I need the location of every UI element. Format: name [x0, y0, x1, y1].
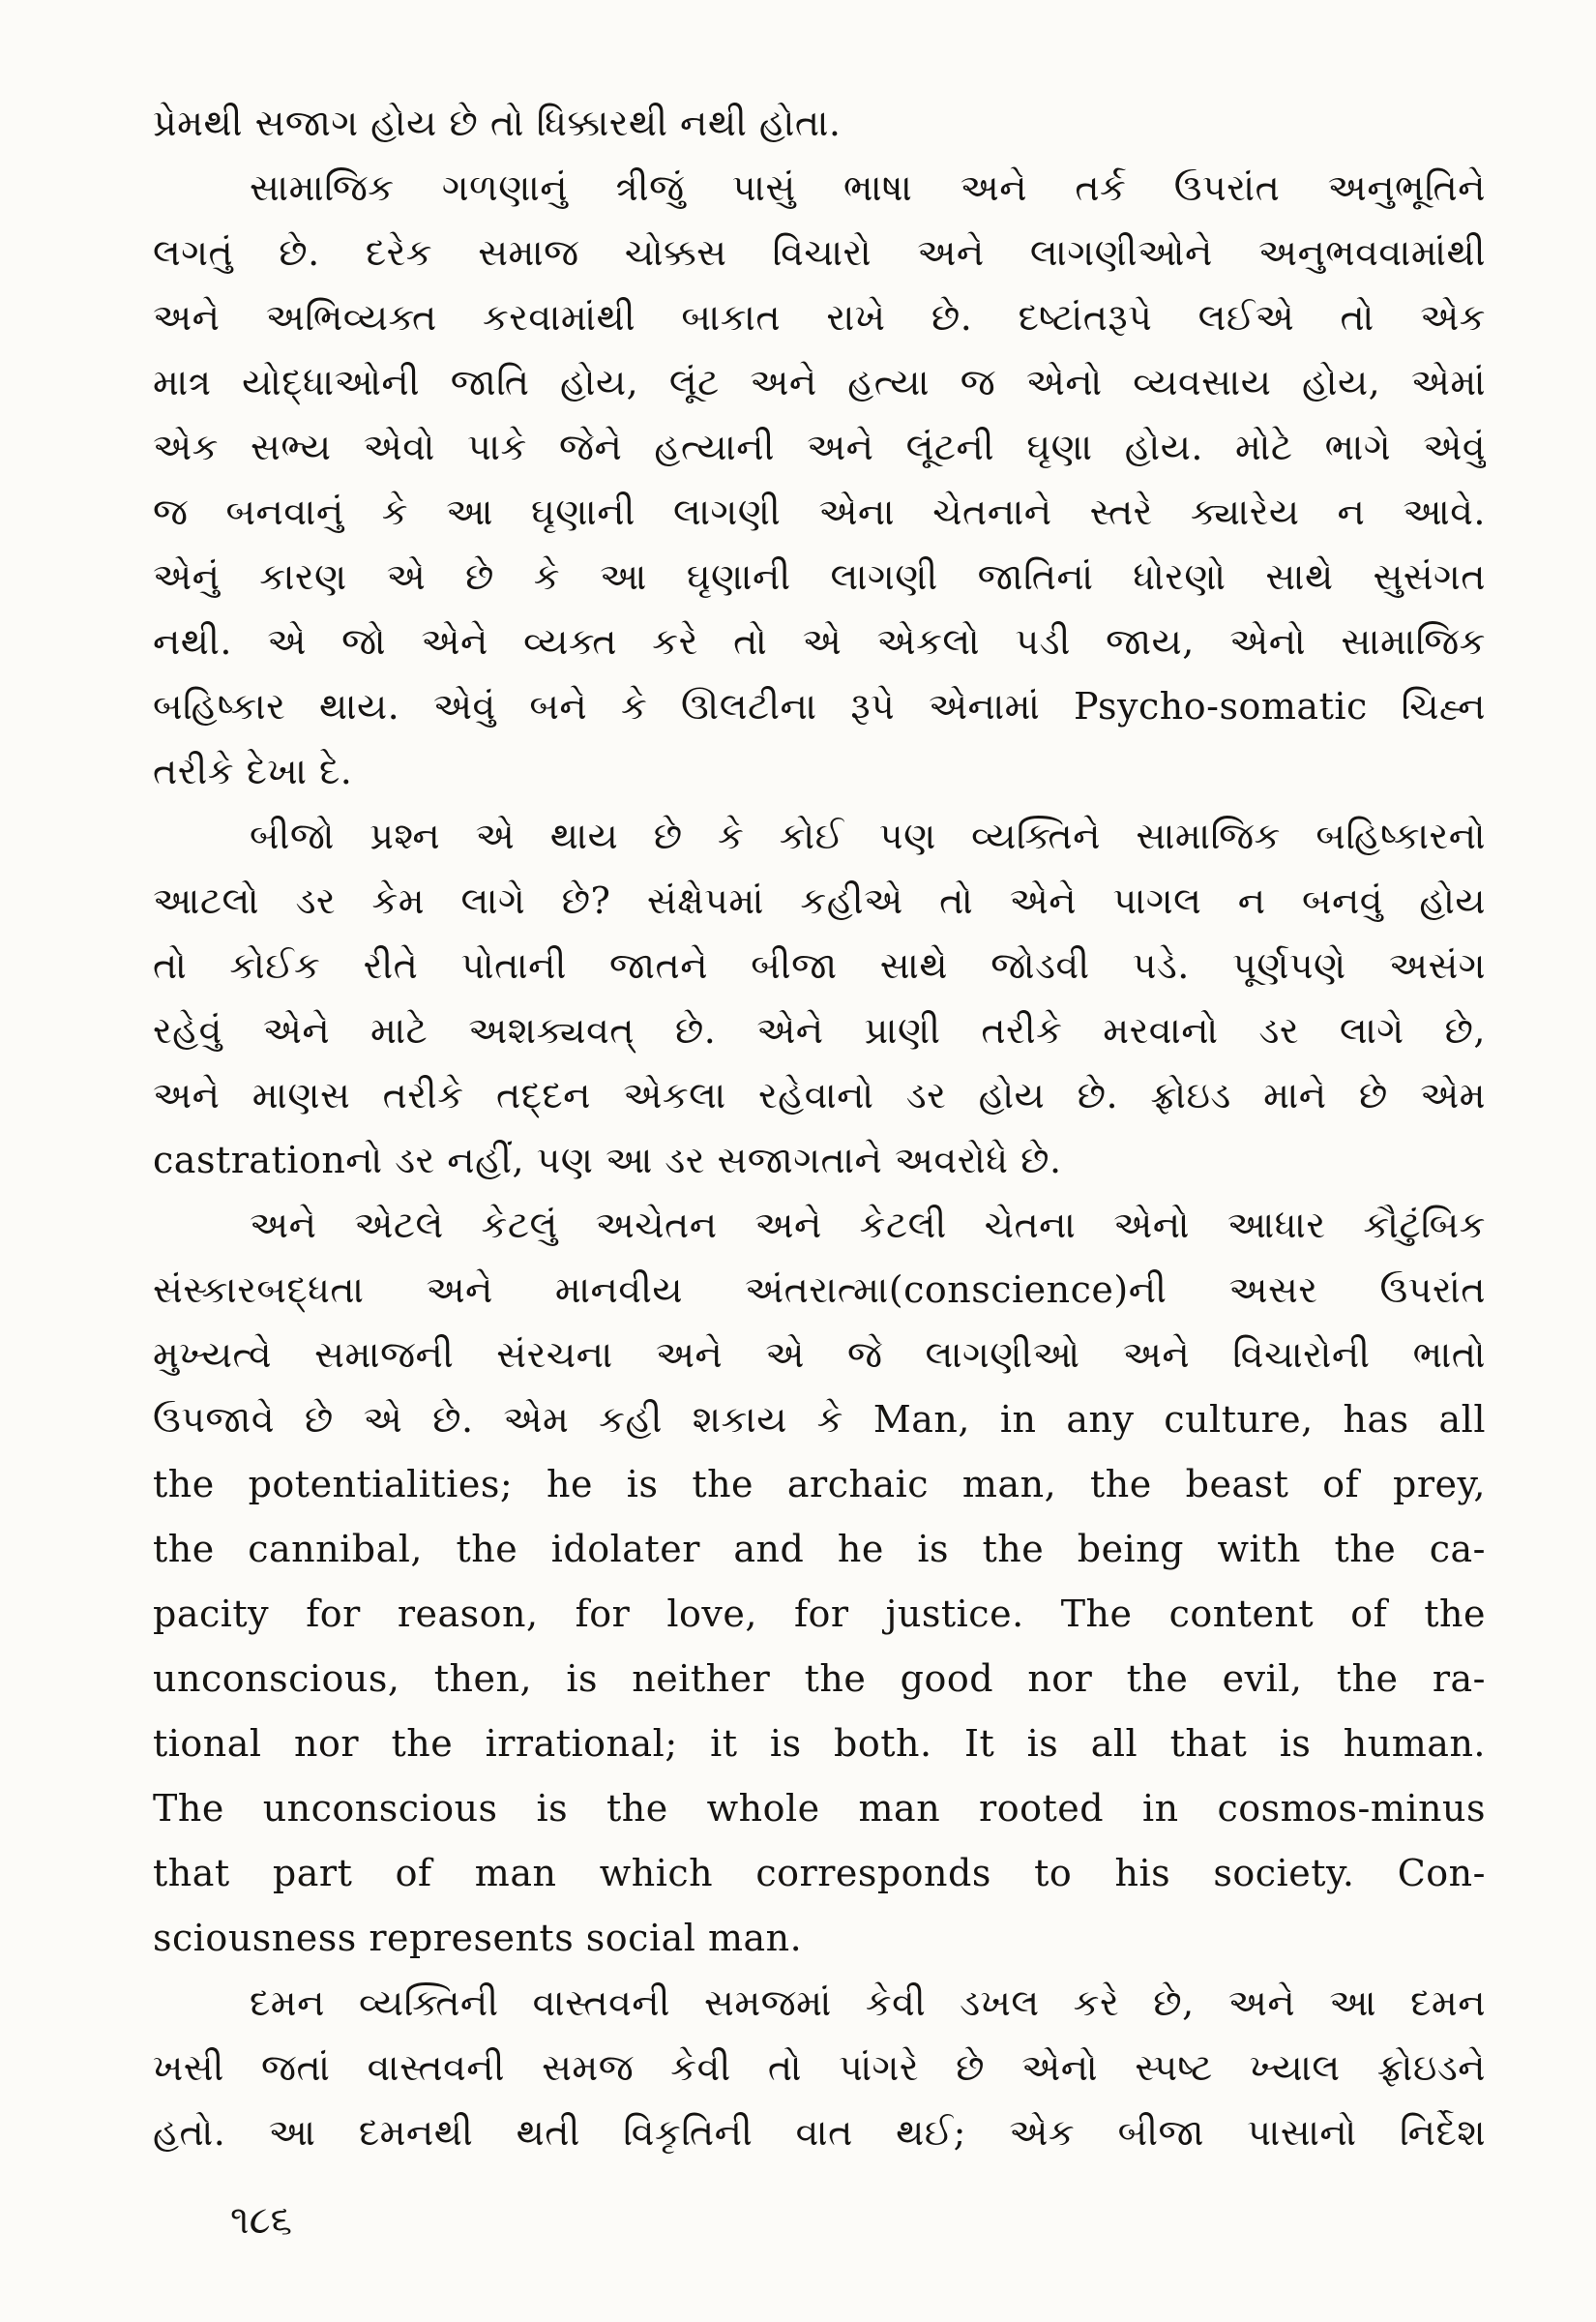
text-line: that part of man which corresponds to his society. Con-: [153, 1852, 1486, 1894]
text-line: The unconscious is the whole man rooted in cosmos-minus: [153, 1787, 1486, 1830]
text-line: તરીકે દેખા દે.: [153, 750, 353, 792]
text-line: એક સભ્ય એવો પાકે જેને હત્યાની અને લૂંટની ઘૃણા હોય. મોટે ભાગે એવું: [153, 426, 1486, 468]
text-line: હતો. આ દમનથી થતી વિકૃતિની વાત થઈ; એક બીજા પાસાનો નિર્દેશ: [153, 2111, 1486, 2154]
text-line: અને એટલે કેટલું અચેતન અને કેટલી ચેતના એનો આધાર કૌટુંબિક: [250, 1204, 1486, 1246]
text-line: the cannibal, the idolater and he is the being with the ca-: [153, 1528, 1486, 1570]
text-line: pacity for reason, for love, for justice. The content of the: [153, 1593, 1486, 1635]
text-line: મુખ્યત્વે સમાજની સંરચના અને એ જે લાગણીઓ અને વિચારોની ભાતો: [153, 1333, 1486, 1376]
text-line: unconscious, then, is neither the good nor the evil, the ra-: [153, 1657, 1486, 1700]
text-line: ખસી જતાં વાસ્તવની સમજ કેવી તો પાંગરે છે એનો સ્પષ્ટ ખ્યાલ ફ્રોઇડને: [153, 2046, 1486, 2089]
page-text: [153, 91, 1486, 2165]
text-line: અને માણસ તરીકે તદ્દન એકલા રહેવાનો ડર હોય છે. ફ્રોઇડ માને છે એમ: [153, 1074, 1486, 1116]
text-line: રહેવું એને માટે અશક્યવત્ છે. એને પ્રાણી તરીકે મરવાનો ડર લાગે છે,: [153, 1009, 1486, 1052]
text-line: બહિષ્કાર થાય. એવું બને કે ઊલટીના રૂપે એનામાં Psycho-somatic ચિહ્ન: [153, 685, 1486, 728]
text-line: બીજો પ્રશ્ન એ થાય છે કે કોઈ પણ વ્યક્તિને સામાજિક બહિષ્કારનો: [250, 815, 1486, 857]
text-line: અને અભિવ્યક્ત કરવામાંથી બાકાત રાખે છે. દષ્ટાંતરૂપે લઈએ તો એક: [153, 296, 1486, 339]
text-line: castrationનો ડર નહીં, પણ આ ડર સજાગતાને અવરોધે છે.: [153, 1139, 1062, 1181]
text-line: સંસ્કારબદ્ધતા અને માનવીય અંતરાત્મા(conscience)ની અસર ઉપરાંત: [153, 1268, 1486, 1311]
text-line: નથી. એ જો એને વ્યક્ત કરે તો એ એકલો પડી જાય, એનો સામાજિક: [153, 620, 1486, 663]
text-line: એનું કારણ એ છે કે આ ઘૃણાની લાગણી જાતિનાં ધોરણો સાથે સુસંગત: [153, 555, 1486, 598]
text-line: તો કોઈક રીતે પોતાની જાતને બીજા સાથે જોડવી પડે. પૂર્ણપણે અસંગ: [153, 944, 1486, 987]
page-number: ૧૮૬: [230, 2198, 292, 2243]
text-line: જ બનવાનું કે આ ઘૃણાની લાગણી એના ચેતનાને સ્તરે ક્યારેય ન આવે.: [153, 491, 1486, 533]
text-line: આટલો ડર કેમ લાગે છે? સંક્ષેપમાં કહીએ તો એને પાગલ ન બનવું હોય: [153, 879, 1486, 922]
text-line: સામાજિક ગળણાનું ત્રીજું પાસું ભાષા અને તર્ક ઉપરાંત અનુભૂતિને: [250, 166, 1486, 209]
text-line: sciousness represents social man.: [153, 1917, 803, 1959]
text-line: પ્રેમથી સજાગ હોય છે તો ધિક્કારથી નથી હોતા.: [153, 102, 842, 144]
text-line: દમન વ્યક્તિની વાસ્તવની સમજમાં કેવી ડખલ કરે છે, અને આ દમન: [250, 1981, 1486, 2024]
text-line: લગતું છે. દરેક સમાજ ચોક્કસ વિચારો અને લાગણીઓને અનુભવવામાંથી: [153, 231, 1486, 274]
text-line: ઉપજાવે છે એ છે. એમ કહી શકાય કે Man, in any culture, has all: [153, 1398, 1486, 1441]
text-line: tional nor the irrational; it is both. It is all that is human.: [153, 1722, 1486, 1765]
text-line: the potentialities; he is the archaic man, the beast of prey,: [153, 1463, 1486, 1505]
text-line: માત્ર યોદ્ધાઓની જાતિ હોય, લૂંટ અને હત્યા જ એનો વ્યવસાય હોય, એમાં: [153, 361, 1486, 403]
